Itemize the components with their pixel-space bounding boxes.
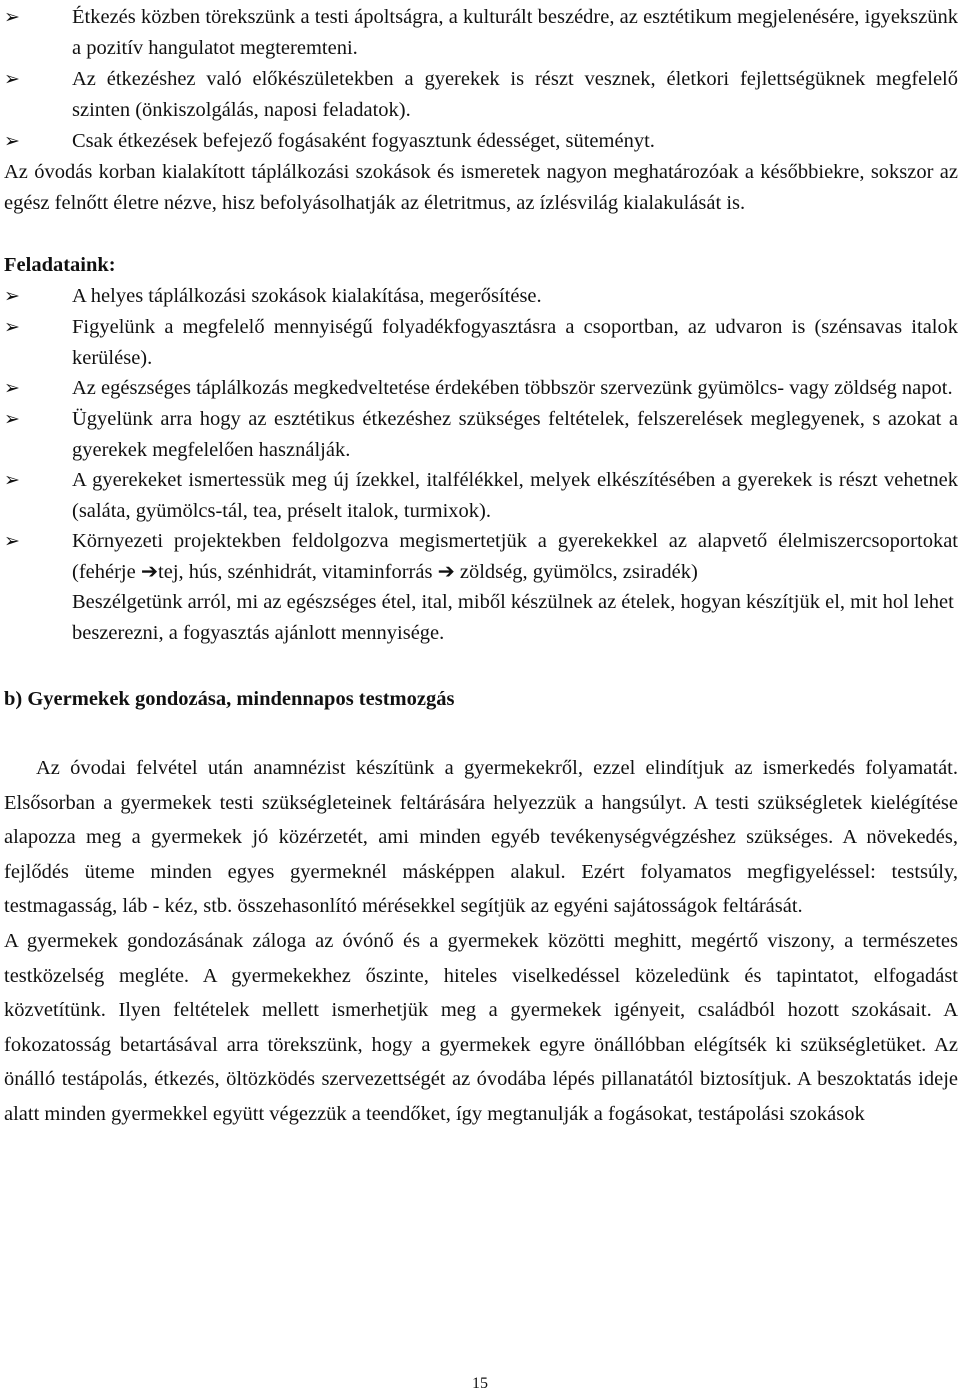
section-heading: b) Gyermekek gondozása, mindennapos testmozgás bbox=[4, 688, 455, 710]
spacer bbox=[4, 648, 958, 684]
list-item-text: Az étkezéshez való előkészületekben a gyerekek is részt vesznek, életkori fejlettségüknek megfelelő szinten (önkiszolgálás, naposi feladatok). bbox=[72, 68, 958, 121]
arrow-bullet-icon: ➢ bbox=[4, 317, 20, 338]
list-item bbox=[4, 526, 958, 587]
body-paragraph: Az óvodás korban kialakított táplálkozási szokások és ismeretek nagyon meghatározóak a későbbiekre, sokszor az egész felnőtt életre nézve, hisz befolyásolhatják az életritmus, az ízlésvilág kialakulását is. bbox=[4, 161, 958, 214]
list-item bbox=[4, 64, 958, 126]
list-item bbox=[4, 2, 958, 64]
arrow-bullet-icon: ➢ bbox=[4, 69, 20, 90]
spacer bbox=[4, 715, 958, 751]
list-item bbox=[4, 126, 958, 157]
list-item-text: Beszélgetünk arról, mi az egészséges étel, ital, miből készülnek az ételek, hogyan készítjük el, mit hol lehet beszerezni, a fogyasztás ajánlott mennyisége. bbox=[72, 591, 954, 644]
intro-block bbox=[4, 2, 958, 219]
list-item-text: Az egészséges táplálkozás megkedveltetése érdekében többször szervezünk gyümölcs- vagy zöldség napot. bbox=[72, 377, 953, 399]
arrow-bullet-icon: ➢ bbox=[4, 7, 20, 28]
page-number: 15 bbox=[472, 1375, 488, 1392]
section-heading: Feladataink: bbox=[4, 254, 116, 276]
list-item bbox=[4, 373, 958, 404]
list-item-text: A gyerekeket ismertessük meg új ízekkel, italfélékkel, melyek elkészítésében a gyerekek is részt vehetnek (saláta, gyümölcs-tál, tea, préselt italok, turmixok). bbox=[72, 469, 958, 522]
arrow-bullet-icon: ➢ bbox=[4, 131, 20, 152]
arrow-bullet-icon: ➢ bbox=[4, 286, 20, 307]
list-item-continuation bbox=[4, 587, 958, 648]
list-item-text: Csak étkezések befejező fogásaként fogyasztunk édességet, süteményt. bbox=[72, 130, 655, 152]
body-paragraph: Az óvodai felvétel után anamnézist készítünk a gyermekekről, ezzel elindítjuk az ismerkedés folyamatát. Elsősorban a gyermekek testi szükségleteinek feltárására helyezzük a hangsúlyt. A testi szükségletek kielégítése alapozza meg a gyermekek jó közérzetét, ami minden egyéb tevékenységvégzéshez szükséges. A növekedés, fejlődés üteme minden egyes gyermeknél másképpen alakul. Ezért folyamatos megfigyeléssel: testsúly, testmagasság, láb - kéz, stb. összehasonlító mérésekkel segítjük az egyéni sajátosságok feltárását. bbox=[4, 757, 958, 918]
list-item bbox=[4, 404, 958, 465]
care-section-body bbox=[4, 751, 958, 1132]
spacer bbox=[4, 219, 958, 250]
list-item-text: Ügyelünk arra hogy az esztétikus étkezéshez szükséges feltételek, felszerelések meglegyenek, s azokat a gyerekek megfelelően használják. bbox=[72, 408, 958, 461]
list-item bbox=[4, 312, 958, 373]
list-item-text-part: tej, hús, szénhidrát, vitaminforrás bbox=[158, 560, 438, 583]
arrow-bullet-icon: ➢ bbox=[4, 531, 20, 552]
list-item-text-part: zöldség, gyümölcs, zsiradék) bbox=[454, 560, 698, 583]
list-item bbox=[4, 281, 958, 312]
arrow-bullet-icon: ➢ bbox=[4, 409, 20, 430]
right-arrow-icon: ➔ bbox=[437, 560, 455, 583]
list-item-text bbox=[72, 526, 958, 587]
list-item-text: A helyes táplálkozási szokások kialakítása, megerősítése. bbox=[72, 285, 542, 307]
list-item bbox=[4, 465, 958, 526]
list-item-text: Étkezés közben törekszünk a testi ápoltságra, a kulturált beszédre, az esztétikum megjelenésére, igyekszünk a pozitív hangulatot megteremteni. bbox=[72, 6, 958, 59]
right-arrow-icon: ➔ bbox=[140, 560, 159, 583]
body-paragraph: A gyermekek gondozásának záloga az óvónő és a gyermekek közötti meghitt, megértő viszony, a természetes testközelség megléte. A gyermekekhez őszinte, hiteles viselkedéssel közeledünk és tapintatot, elfogadást közvetítünk. Ilyen feltételek mellett ismerhetjük meg a gyermekek igényeit, családból hozott szokásait. A fokozatosság betartásával arra törekszünk, hogy a gyermekek egyre önállóbban elégítsék ki szükségletüket. Az önálló testápolás, étkezés, öltözködés szervezettségét az óvodába lépés pillanatától biztosítjuk. A beszoktatás ideje alatt minden gyermekkel együtt végezzük a teendőket, így megtanulják a fogásokat, testápolási szokások bbox=[4, 929, 958, 1125]
document-page bbox=[4, 2, 958, 1132]
list-item-text-part: Környezeti projektekben feldolgozva megismertetjük a gyerekekkel az alapvető élelmiszercsoportokat (fehérje bbox=[72, 530, 958, 583]
tasks-list bbox=[4, 281, 958, 648]
list-item-text: Figyelünk a megfelelő mennyiségű folyadékfogyasztásra a csoportban, az udvaron is (szénsavas italok kerülése). bbox=[72, 316, 958, 369]
arrow-bullet-icon: ➢ bbox=[4, 470, 20, 491]
arrow-bullet-icon: ➢ bbox=[4, 378, 20, 399]
